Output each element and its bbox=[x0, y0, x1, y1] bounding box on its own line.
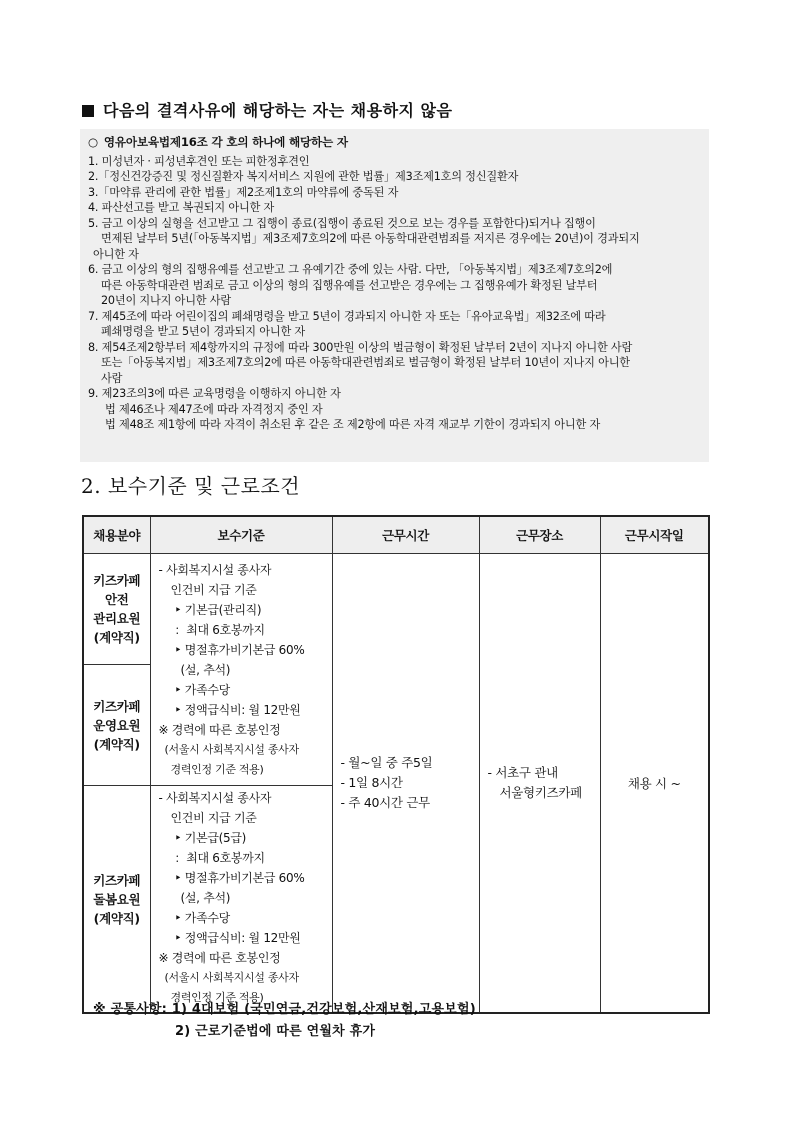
disqualification-box bbox=[80, 129, 709, 462]
disqualification-line: 또는「아동복지법」제3조제7호의2에 따른 아동학대관련범죄로 벌금형이 확정된 날부터 10년이 지나지 아니한 bbox=[101, 356, 630, 369]
header-pay: 보수기준 bbox=[150, 516, 332, 554]
disqualification-line: 6. 금고 이상의 형의 집행유예를 선고받고 그 유예기간 중에 있는 사람. 다만, 「아동복지법」제3조제7호의2에 bbox=[88, 263, 613, 276]
disqualification-line: 9. 제23조의3에 따른 교육명령을 이행하지 아니한 자 bbox=[88, 387, 341, 400]
common-note-line: 2) 근로기준법에 따른 연월차 휴가 bbox=[175, 1024, 376, 1039]
disqualification-heading bbox=[82, 98, 452, 121]
disqualification-line: 폐쇄명령을 받고 5년이 경과되지 아니한 자 bbox=[101, 325, 306, 338]
disqualification-line: 8. 제54조제2항부터 제4항까지의 규정에 따라 300만원 이상의 벌금형이 확정된 날부터 2년이 지나지 아니한 사람 bbox=[88, 340, 633, 354]
disqualification-lead: ○ 영유아보육법제16조 각 호의 하나에 해당하는 자 bbox=[88, 135, 348, 149]
role-operator: 키즈카페 운영요원 (계약직) bbox=[83, 665, 150, 786]
disqualification-line: 4. 파산선고를 받고 복권되지 아니한 자 bbox=[88, 201, 275, 214]
pay-conditions-table bbox=[82, 515, 710, 1014]
disqualification-line: 따른 아동학대관련 범죄로 금고 이상의 형의 집행유예를 선고받은 경우에는 그 집행유예가 확정된 날부터 bbox=[101, 278, 598, 292]
header-field: 채용분야 bbox=[83, 516, 150, 554]
circle-bullet-icon: ○ bbox=[88, 135, 98, 149]
pay-standard-a: - 사회복지시설 종사자 인건비 지급 기준 ‣ 기본급(관리직) ：최대 6호봉까지 ‣ 명절휴가비기본급 60% (설, 추석) ‣ 가족수당 ‣ 정액급식비: 월 12만원 ※ 경력에 따른 호봉인정 (서울시 사회복지시설 종사자 경력인정 기준 적용) bbox=[150, 554, 332, 786]
disqualification-line: 사람 bbox=[101, 371, 123, 385]
table-row bbox=[83, 554, 709, 665]
disqualification-line: 면제된 날부터 5년(「아동복지법」제3조제7호의2에 따른 아동학대관련범죄를 저지른 경우에는 20년)이 경과되지 bbox=[101, 232, 640, 245]
table-header-row bbox=[83, 516, 709, 554]
disqualification-title: 다음의 결격사유에 해당하는 자는 채용하지 않음 bbox=[103, 101, 453, 120]
common-notes bbox=[93, 999, 476, 1043]
square-bullet-icon bbox=[82, 105, 94, 117]
pay-section-title: 2. 보수기준 및 근로조건 bbox=[81, 474, 301, 498]
work-place: - 서초구 관내 서울형키즈카페 bbox=[479, 554, 600, 1014]
disqualification-line: 아니한 자 bbox=[93, 247, 139, 261]
disqualification-line: 법 제48조 제1항에 따라 자격이 취소된 후 같은 조 제2항에 따른 자격 재교부 기한이 경과되지 아니한 자 bbox=[105, 418, 601, 431]
work-hours: - 월~일 중 주5일 - 1일 8시간 - 주 40시간 근무 bbox=[332, 554, 479, 1014]
header-hours: 근무시간 bbox=[332, 516, 479, 554]
role-safety-manager: 키즈카페 안전 관리요원 (계약직) bbox=[83, 554, 150, 665]
pay-standard-b: - 사회복지시설 종사자 인건비 지급 기준 ‣ 기본급(5급) ：최대 6호봉까지 ‣ 명절휴가비기본급 60% (설, 추석) ‣ 가족수당 ‣ 정액급식비: 월 12만원 ※ 경력에 따른 호봉인정 (서울시 사회복지시설 종사자 경력인정 기준 적용) bbox=[150, 786, 332, 1014]
common-note-line: ※ 공통사항: 1) 4대보험 (국민연금,건강보험,산재보험,고용보험) bbox=[93, 1002, 476, 1017]
disqualification-line: 7. 제45조에 따라 어린이집의 폐쇄명령을 받고 5년이 경과되지 아니한 자 또는「유아교육법」제32조에 따라 bbox=[88, 309, 606, 323]
header-start: 근무시작일 bbox=[600, 516, 709, 554]
disqualification-line: 법 제46조나 제47조에 따라 자격정지 중인 자 bbox=[105, 402, 323, 416]
disqualification-line: 2.「정신건강증진 및 정신질환자 복지서비스 지원에 관한 법률」제3조제1호의 정신질환자 bbox=[88, 170, 519, 183]
disqualification-line: 1. 미성년자 · 피성년후견인 또는 피한정후견인 bbox=[88, 154, 310, 168]
start-date: 채용 시 ~ bbox=[600, 554, 709, 1014]
header-place: 근무장소 bbox=[479, 516, 600, 554]
role-caregiver: 키즈카페 돌봄요원 (계약직) bbox=[83, 786, 150, 1014]
disqualification-line: 5. 금고 이상의 실형을 선고받고 그 집행이 종료(집행이 종료된 것으로 보는 경우를 포함한다)되거나 집행이 bbox=[88, 216, 596, 230]
disqualification-line: 3.「마약류 관리에 관한 법률」제2조제1호의 마약류에 중독된 자 bbox=[88, 185, 399, 199]
disqualification-line: 20년이 지나지 아니한 사람 bbox=[101, 294, 231, 307]
